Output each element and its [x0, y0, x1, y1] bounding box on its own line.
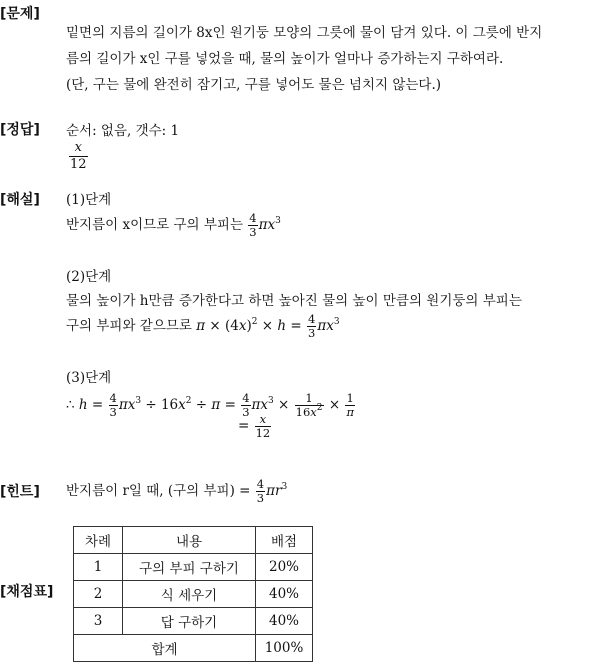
step3-eq-1: ∴ h = $\frac{4}{3}$ $\pi x^3 \div 16x^2 \div \pi$ = $\frac{4}{3}$ $\pi x^3$ × $\frac{1}{16x^2}$ × $\frac{1}{\pi}$ [66, 391, 354, 419]
problem-line-3: (단, 구는 물에 완전히 잠기고, 구를 넣어도 물은 넘치지 않는다.) [66, 77, 442, 93]
rubric-header-score: 배점 [256, 527, 313, 554]
rubric-row-no: 3 [74, 608, 123, 635]
answer-fraction [69, 140, 88, 173]
rubric-row-score: 20% [256, 554, 313, 581]
solution-body [66, 188, 599, 440]
rubric-row-content: 답 구하기 [123, 608, 256, 635]
answer-section [0, 118, 603, 178]
hint-body [66, 478, 599, 505]
answer-tag: [정답] [0, 122, 40, 138]
step2-line-2: 구의 부피와 같으므로 $\pi \times (4x)^2 \times h$ = $\frac{4}{3}$ $\pi x^3$ [66, 312, 340, 340]
problem-line-2: 름의 길이가 x인 구를 넣었을 때, 물의 높이가 얼마나 증가하는지 구하여라. [66, 51, 504, 67]
step1-label: (1)단계 [66, 192, 112, 208]
hint-tag: [힌트] [0, 484, 40, 500]
step2-label: (2)단계 [66, 269, 112, 285]
rubric-header-row [74, 527, 313, 554]
table-row [74, 608, 313, 635]
step2-line-1: 물의 높이가 h만큼 증가한다고 하면 높아진 물의 높이 만큼의 원기둥의 부피는 [66, 293, 522, 309]
solution-tag: [해설] [0, 192, 40, 208]
problem-body [66, 20, 599, 98]
rubric-row-score: 40% [256, 608, 313, 635]
step3-label: (3)단계 [66, 370, 112, 386]
rubric-total-score: 100% [256, 635, 313, 662]
rubric-row-score: 40% [256, 581, 313, 608]
step2-text: 구의 부피와 같으므로 [66, 318, 192, 334]
problem-tag: [문제] [0, 6, 40, 22]
rubric-total-label: 합계 [74, 635, 256, 662]
rubric-total-row [74, 635, 313, 662]
problem-line-1: 밑면의 지름의 길이가 8x인 원기둥 모양의 그릇에 물이 담겨 있다. 이 그릇에 반지 [66, 25, 543, 41]
answer-numerator: x [69, 140, 88, 157]
rubric-row-content: 식 세우기 [123, 581, 256, 608]
step3-eq-2: = $\frac{x}{12}$ [238, 412, 271, 440]
rubric-header-no: 차례 [74, 527, 123, 554]
rubric-tag: [채점표] [0, 584, 54, 600]
rubric-row-content: 구의 부피 구하기 [123, 554, 256, 581]
answer-meta [66, 118, 599, 144]
rubric-table [73, 526, 313, 662]
rubric-row-no: 1 [74, 554, 123, 581]
frac-4-3: $\frac{4}{3}$ [249, 211, 257, 239]
table-row [74, 581, 313, 608]
rubric-header-content: 내용 [123, 527, 256, 554]
frac-4-3-b: $\frac{4}{3}$ [308, 312, 316, 340]
hint-line: 반지름이 r일 때, (구의 부피) = $\frac{4}{3}$ $\pi r^3$ [66, 477, 288, 505]
step1-text: 반지름이 x이므로 구의 부피는 [66, 217, 243, 233]
step1-line: 반지름이 x이므로 구의 부피는 $\frac{4}{3}$ $\pi x^3$ [66, 211, 281, 239]
answer-meta-text: 순서: 없음, 갯수: 1 [66, 123, 180, 139]
answer-denominator: 12 [70, 157, 87, 172]
table-row [74, 554, 313, 581]
hint-text: 반지름이 r일 때, (구의 부피) = [66, 483, 251, 499]
rubric-row-no: 2 [74, 581, 123, 608]
